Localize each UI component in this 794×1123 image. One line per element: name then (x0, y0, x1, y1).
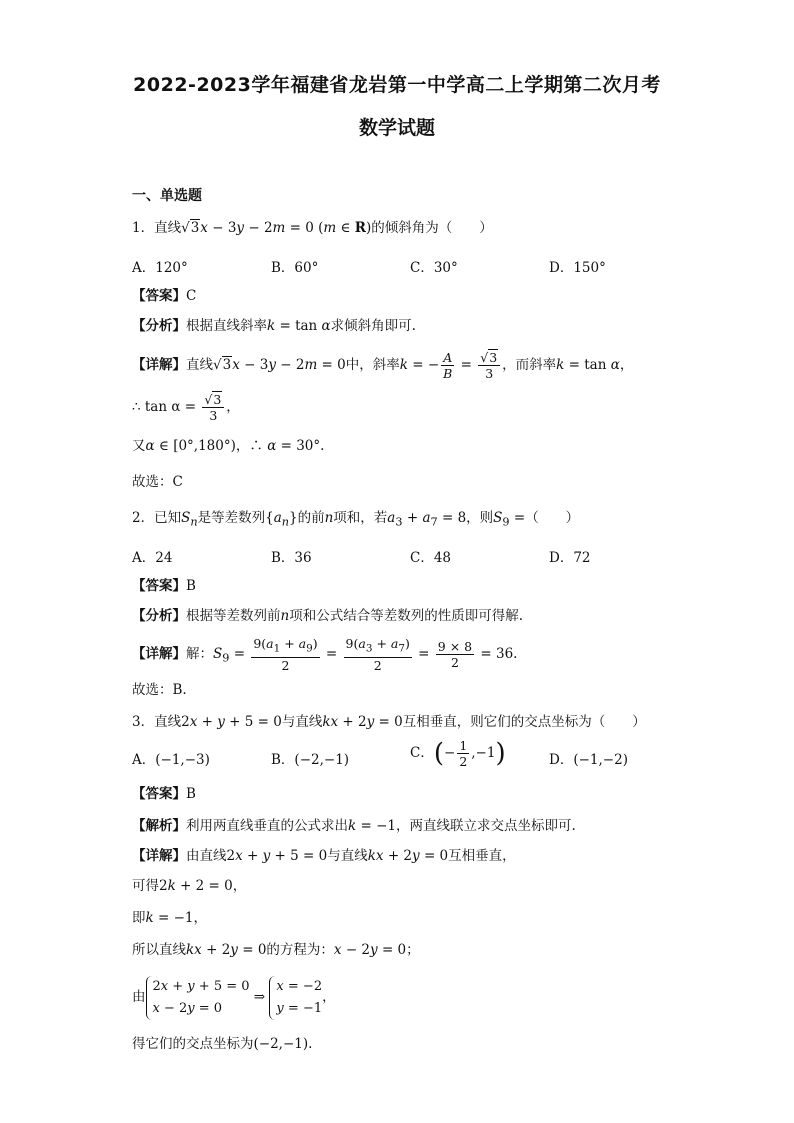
document-title: 2022-2023学年福建省龙岩第一中学高二上学期第二次月考 (133, 74, 661, 96)
section-heading: 一、单选题 (132, 188, 202, 204)
q1-conclusion: 故选：C (132, 474, 183, 490)
q2-detail: 【详解】解：$S_9$ = $\frac{9(a_1 + a_9)}{2}$ = $\frac{9(a_3 + a_7)}{2}$ = $\frac{9 \times 8}{2}$ = 36. (132, 636, 518, 673)
q3-step-2: 即k = −1， (132, 910, 207, 926)
q3-option-d: D．(−1,−2) (549, 752, 628, 768)
q3-detail: 【详解】由直线2x + y + 5 = 0与直线kx + 2y = 0互相垂直， (132, 848, 516, 864)
q3-option-b: B．(−2,−1) (271, 752, 350, 768)
q3-system: 由2x + y + 5 = 0 x − 2y = 0 ⇒ x = −2 y = −1， (132, 972, 336, 1022)
q1-tan-value: ∴ tan α = $\frac{√3}{3}$ ， (132, 392, 240, 423)
q2-option-d: D．72 (549, 550, 591, 566)
q2-analysis: 【分析】根据等差数列前n项和公式结合等差数列的性质即可得解. (132, 608, 523, 624)
q1-option-c: C．30° (410, 260, 458, 276)
q3-answer: 【答案】B (132, 786, 196, 802)
q3-result: 得它们的交点坐标为(−2,−1). (132, 1036, 313, 1052)
q1-analysis: 【分析】根据直线斜率k = tan α求倾斜角即可. (132, 318, 416, 334)
q2-answer: 【答案】B (132, 578, 196, 594)
q3-option-c: C．(− $\frac{1}{2}$ ,−1) (410, 738, 506, 769)
q1-option-b: B．60° (271, 260, 319, 276)
q1-detail: 【详解】直线√3x − 3y − 2m = 0中，斜率k = − $\frac{A}{B}$ = $\frac{√3}{3}$ ，而斜率k = tan α， (132, 350, 634, 381)
q2-option-b: B．36 (271, 550, 312, 566)
q2-stem: 2．已知$S_n$是等差数列$\{a_n\}$的前n项和，若$a_3 + a_7 = 8$，则$S_9$ =（ ） (132, 510, 580, 529)
q2-option-a: A．24 (132, 550, 173, 566)
q1-option-a: A．120° (132, 260, 188, 276)
q3-step-1: 可得2k + 2 = 0， (132, 878, 247, 894)
q1-stem: 1．直线√3x − 3y − 2m = 0 (m ∈ R)的倾斜角为（ ） (132, 220, 493, 236)
q3-option-a: A．(−1,−3) (132, 752, 210, 768)
document-subtitle: 数学试题 (358, 117, 435, 139)
q2-option-c: C．48 (410, 550, 452, 566)
q3-step-3: 所以直线kx + 2y = 0的方程为：x − 2y = 0； (132, 942, 420, 958)
q3-stem: 3．直线2x + y + 5 = 0与直线kx + 2y = 0互相垂直，则它们的交点坐标为（ ） (132, 714, 646, 730)
q3-analysis: 【解析】利用两直线垂直的公式求出k = −1，两直线联立求交点坐标即可. (132, 818, 576, 834)
q2-conclusion: 故选：B. (132, 682, 187, 698)
equation-system-right: x = −2 y = −1 (269, 976, 322, 1020)
q1-angle-range: 又α ∈ [0°,180°)，∴ α = 30°. (132, 438, 325, 454)
q1-option-d: D．150° (549, 260, 606, 276)
equation-system-left: 2x + y + 5 = 0 x − 2y = 0 (146, 976, 250, 1020)
q1-answer: 【答案】C (132, 288, 197, 304)
